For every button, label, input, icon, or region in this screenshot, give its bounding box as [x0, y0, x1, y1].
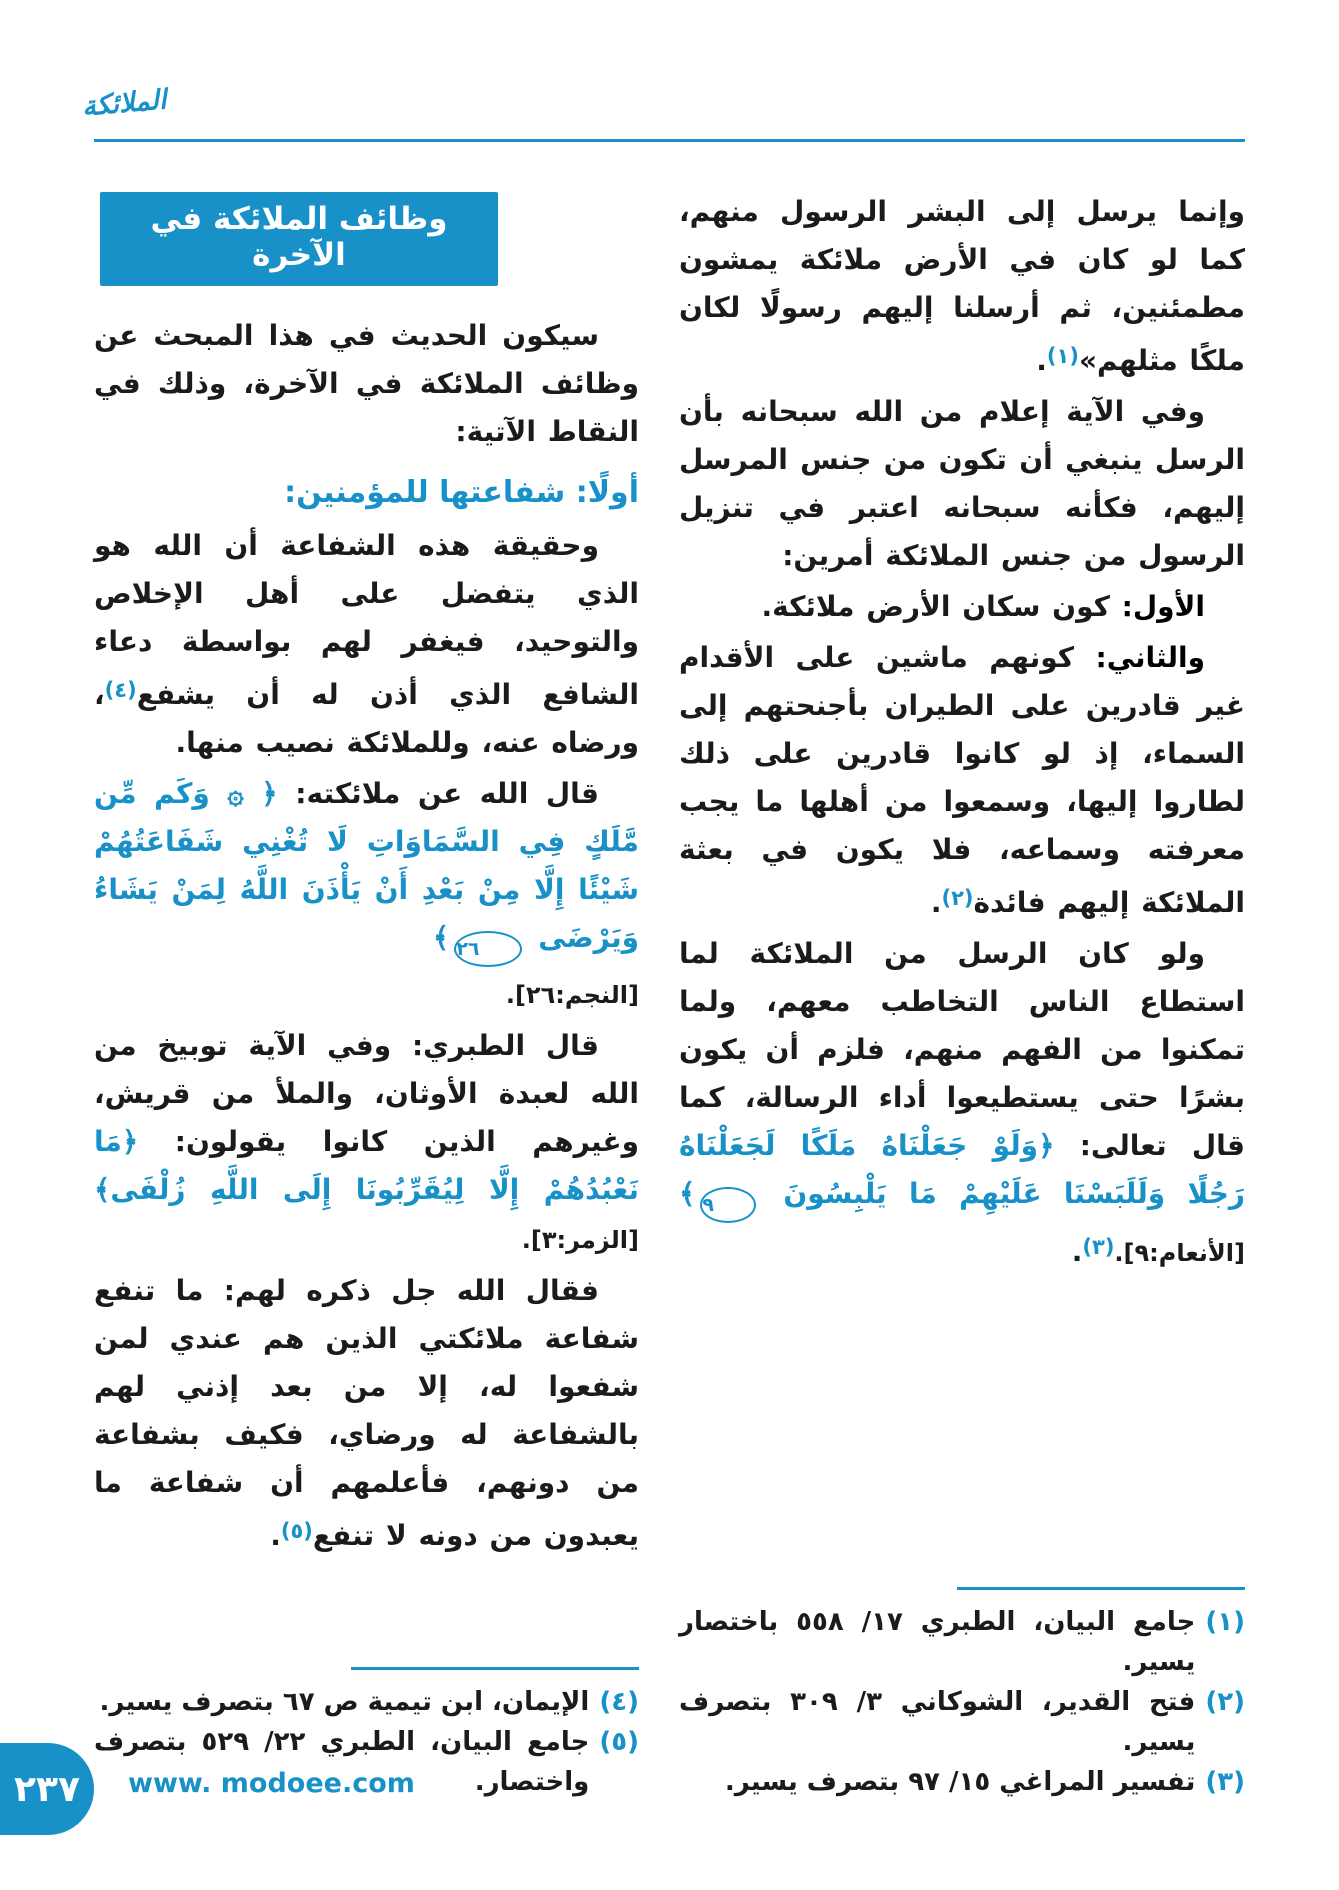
footnote-number: (١)	[1205, 1607, 1245, 1637]
running-header-title: الملائكة	[80, 84, 168, 123]
quran-verse: ﴿مَا نَعْبُدُهُمْ إِلَّا لِيُقَرِّبُونَا إِلَى اللَّهِ زُلْفَى﴾	[94, 1125, 639, 1206]
text-run: ولو كان الرسل من الملائكة لما استطاع الناس التخاطب معهم، ولما تمكنوا من الفهم منهم، فلزم أن يكون بشرًا حتى يستطيعوا أداء الرسالة، كما قال تعالى:	[679, 937, 1245, 1162]
footnote-marker: (٣)	[1082, 1235, 1115, 1259]
paragraph	[679, 930, 1245, 1277]
text-run: .	[270, 1519, 281, 1552]
right-column-footnotes	[679, 1581, 1245, 1802]
text-run: وحقيقة هذه الشفاعة أن الله هو الذي يتفضل على أهل الإخلاص والتوحيد، فيغفر لهم بواسطة دعاء الشافع الذي أذن له أن يشفع	[94, 529, 639, 711]
footnote	[679, 1602, 1245, 1682]
footnote-text: جامع البيان، الطبري ٢٢/ ٥٢٩ بتصرف واختصار.	[94, 1727, 590, 1797]
footnote-text: تفسير المراغي ١٥/ ٩٧ بتصرف يسير.	[724, 1767, 1196, 1797]
header-divider-line	[94, 139, 1245, 142]
text-run: فقال الله جل ذكره لهم: ما تنفع شفاعة ملائكتي الذين هم عندي لمن شفعوا له، إلا من بعد إذني لهم بالشفاعة له ورضاي، فكيف بشفاعة من دونهم، فأعلمهم أن شفاعة ما يعبدون من دونه لا تنفع	[94, 1274, 639, 1552]
quran-verse: ﴿ ۞ وَكَم مِّن مَّلَكٍ فِي السَّمَاوَاتِ لَا تُغْنِي شَفَاعَتُهُمْ شَيْئًا إِلَّا مِنْ بَعْدِ أَنْ يَأْذَنَ اللَّهُ لِمَنْ يَشَاءُ وَيَرْضَى	[94, 777, 639, 954]
footnote	[679, 1682, 1245, 1762]
lead-word: الأول:	[1121, 590, 1205, 623]
paragraph	[94, 1267, 639, 1560]
footnote-marker: (١)	[1046, 344, 1079, 368]
text-run: وفي الآية إعلام من الله سبحانه بأن الرسل ينبغي أن تكون من جنس المرسل إليهم، فكأنه سبحانه اعتبر في تنزيل الرسول من جنس الملائكة أمرين:	[679, 395, 1245, 572]
footnote-marker: (٢)	[941, 886, 974, 910]
paragraph	[679, 583, 1245, 631]
page-number-tab	[0, 1743, 94, 1835]
paragraph	[94, 970, 639, 1019]
two-column-layout	[94, 188, 1245, 1802]
footnote-separator-line	[957, 1587, 1245, 1590]
footnote-number: (٣)	[1205, 1767, 1245, 1797]
footnote	[94, 1682, 639, 1722]
footnote-text: الإيمان، ابن تيمية ص ٦٧ بتصرف يسير.	[99, 1687, 590, 1717]
text-run: كونهم ماشين على الأقدام غير قادرين على الطيران بأجنحتهم إلى السماء، إذ لو كانوا قادرين على ذلك لطاروا إليها، وسمعوا من أهلها ما يجب معرفته وسماعه، فلا يكون في بعثة الملائكة إليهم فائدة	[679, 641, 1245, 919]
footnote-marker: (٥)	[280, 1519, 313, 1543]
text-run: .	[1071, 1235, 1083, 1268]
ayah-number-circle: ٩	[700, 1187, 756, 1223]
paragraph	[679, 634, 1245, 927]
text-run: .	[930, 886, 942, 919]
paragraph	[679, 388, 1245, 580]
ayah-number-circle: ٢٦	[454, 931, 521, 967]
text-run: قال الطبري: وفي الآية توبيخ من الله لعبدة الأوثان، والملأ من قريش، وغيرهم الذين كانوا يقولون:	[94, 1029, 639, 1158]
left-column-body	[94, 522, 639, 1563]
right-column-body	[679, 188, 1245, 1280]
text-run: وإنما يرسل إلى البشر الرسول منهم، كما لو كان في الأرض ملائكة يمشون مطمئنين، ثم أرسلنا إليهم رسولًا لكان ملكًا مثلهم»	[679, 195, 1245, 377]
quran-verse: ﴿وَلَوْ جَعَلْنَاهُ مَلَكًا لَجَعَلْنَاهُ رَجُلًا وَلَلَبَسْنَا عَلَيْهِمْ مَا يَلْبِسُونَ	[679, 1129, 1245, 1210]
footnote	[679, 1762, 1245, 1802]
paragraph	[94, 522, 639, 767]
text-run: قال الله عن ملائكته:	[277, 777, 600, 810]
quran-verse: ﴾	[679, 1177, 696, 1210]
footnote-marker: (٤)	[104, 678, 137, 702]
quran-verse: ﴾	[432, 921, 450, 954]
footnote-number: (٤)	[599, 1687, 639, 1717]
text-run: .	[1036, 344, 1047, 377]
text-run: سيكون الحديث في هذا المبحث عن وظائف الملائكة في الآخرة، وذلك في النقاط الآتية:	[94, 319, 639, 448]
footnote-separator-line	[351, 1667, 639, 1670]
website-url: www. modoee.com	[128, 1768, 415, 1799]
verse-citation: [الزمر:٣].	[521, 1226, 639, 1254]
page-number: ٢٣٧	[14, 1768, 80, 1810]
paragraph	[94, 312, 639, 456]
verse-citation: [النجم:٢٦].	[505, 981, 639, 1009]
paragraph	[94, 1022, 639, 1264]
verse-citation: [الأنعام:٩].	[1114, 1239, 1245, 1267]
footnote-text: جامع البيان، الطبري ١٧/ ٥٥٨ باختصار يسير.	[679, 1607, 1196, 1677]
footnote-number: (٥)	[599, 1727, 639, 1757]
text-run: كون سكان الأرض ملائكة.	[761, 590, 1122, 623]
text-run: ، ورضاه عنه، وللملائكة نصيب منها.	[94, 678, 639, 759]
column-left	[94, 188, 639, 1802]
footnote-list	[679, 1602, 1245, 1802]
column-right	[679, 188, 1245, 1802]
paragraph	[94, 770, 639, 967]
section-heading: وظائف الملائكة في الآخرة	[100, 192, 498, 286]
footnote-text: فتح القدير، الشوكاني ٣/ ٣٠٩ بتصرف يسير.	[679, 1687, 1196, 1757]
paragraph	[679, 188, 1245, 385]
lead-word: والثاني:	[1095, 641, 1205, 674]
footnote-number: (٢)	[1205, 1687, 1245, 1717]
left-column-intro	[94, 312, 639, 459]
subsection-heading: أولًا: شفاعتها للمؤمنين:	[284, 475, 639, 510]
